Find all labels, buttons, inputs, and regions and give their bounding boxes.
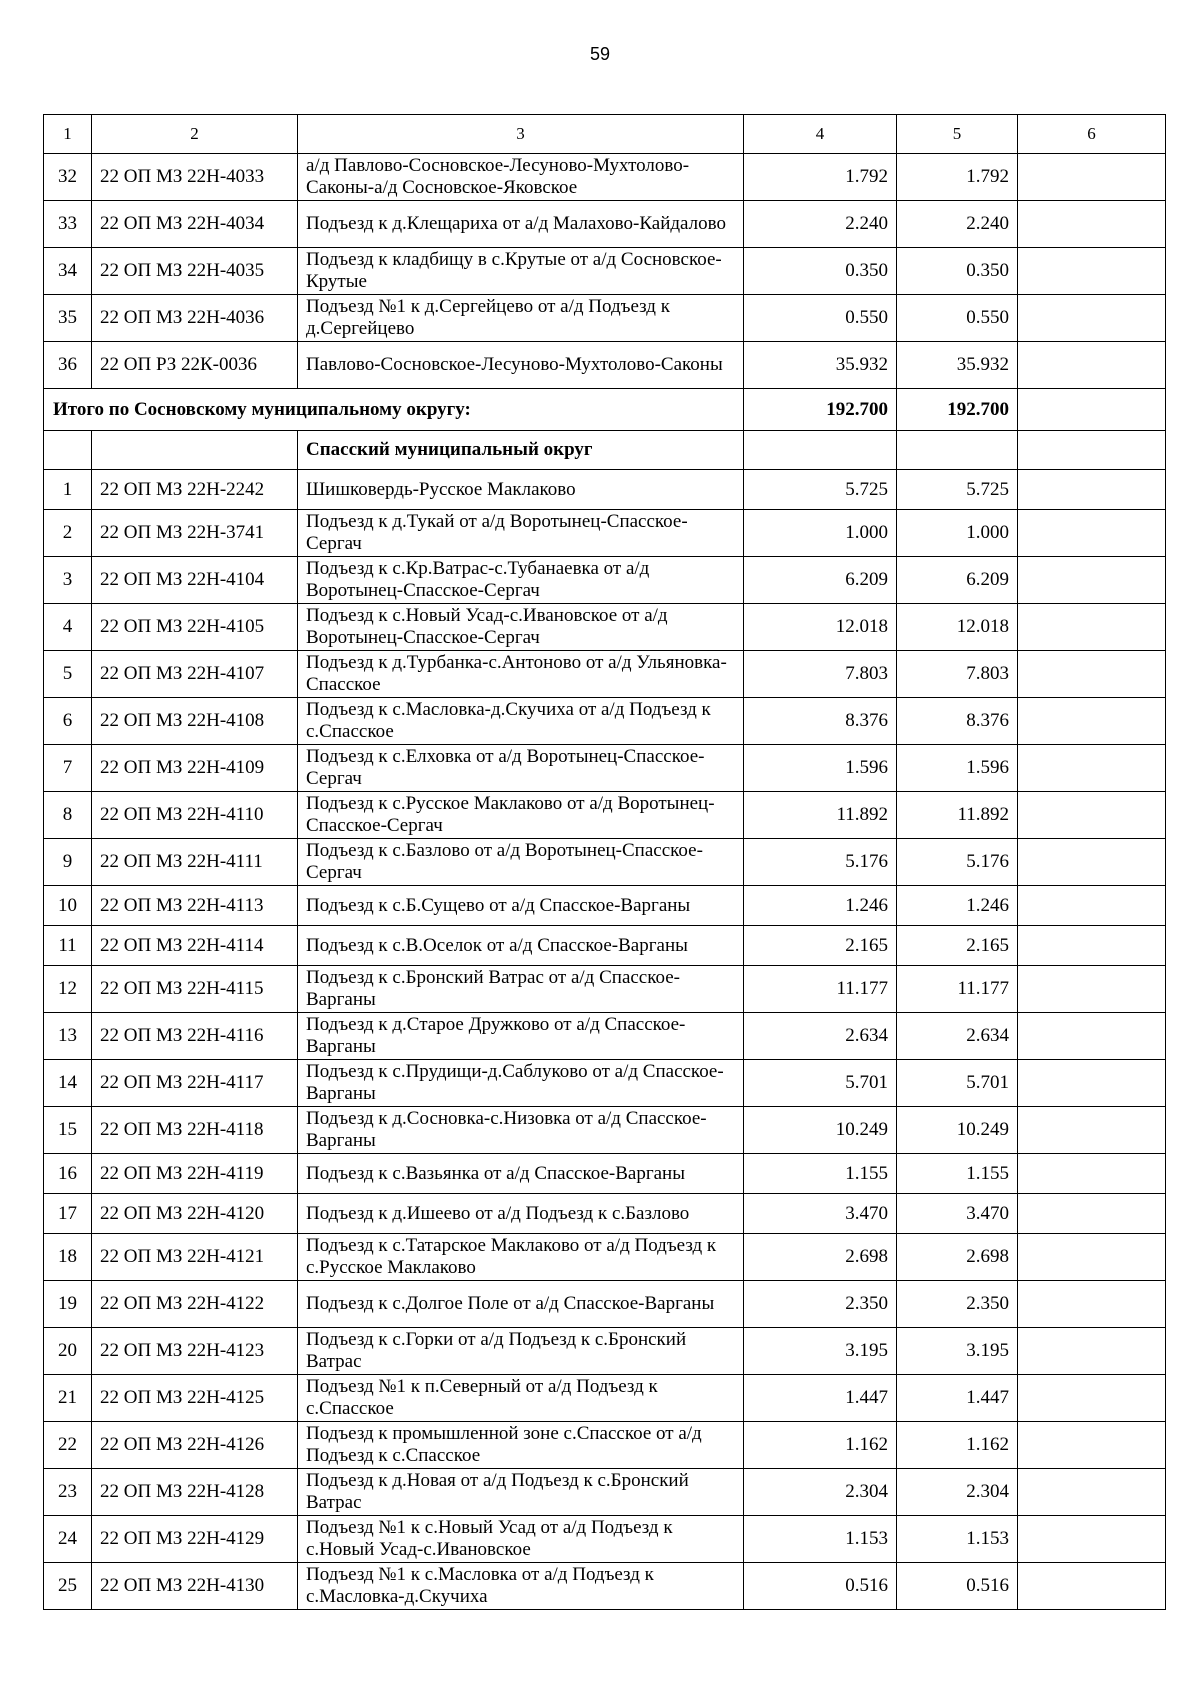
note-cell — [1018, 201, 1166, 248]
table-row — [44, 470, 1166, 510]
table-row — [44, 604, 1166, 651]
road-name-cell: Подъезд к с.Б.Сущево от а/д Спасское-Варганы — [298, 886, 744, 926]
road-code-cell: 22 ОП МЗ 22Н-4121 — [92, 1234, 298, 1281]
table-row — [44, 792, 1166, 839]
length-total-cell: 5.725 — [897, 470, 1018, 510]
row-number-cell: 2 — [44, 510, 92, 557]
road-name-cell: Шишковердь-Русское Маклаково — [298, 470, 744, 510]
note-cell — [1018, 1107, 1166, 1154]
table-row — [44, 839, 1166, 886]
section-row — [44, 431, 1166, 470]
road-code-cell: 22 ОП МЗ 22Н-4119 — [92, 1154, 298, 1194]
row-number-cell: 35 — [44, 295, 92, 342]
road-code-cell: 22 ОП МЗ 22Н-4105 — [92, 604, 298, 651]
row-number-cell: 6 — [44, 698, 92, 745]
length-total-cell: 1.162 — [897, 1422, 1018, 1469]
note-cell — [1018, 1060, 1166, 1107]
table-row — [44, 1154, 1166, 1194]
length-cell: 1.000 — [744, 510, 897, 557]
table-row — [44, 201, 1166, 248]
length-total-cell: 0.350 — [897, 248, 1018, 295]
note-cell — [1018, 698, 1166, 745]
note-cell — [1018, 510, 1166, 557]
length-cell: 1.792 — [744, 154, 897, 201]
total-value-5: 192.700 — [897, 389, 1018, 431]
length-total-cell: 3.470 — [897, 1194, 1018, 1234]
note-cell — [1018, 470, 1166, 510]
road-code-cell: 22 ОП МЗ 22Н-4108 — [92, 698, 298, 745]
road-code-cell: 22 ОП МЗ 22Н-4036 — [92, 295, 298, 342]
length-total-cell: 1.596 — [897, 745, 1018, 792]
road-code-cell: 22 ОП МЗ 22Н-4118 — [92, 1107, 298, 1154]
note-cell — [1018, 1234, 1166, 1281]
road-name-cell: Подъезд №1 к п.Северный от а/д Подъезд к с.Спасское — [298, 1375, 744, 1422]
table-row — [44, 886, 1166, 926]
column-header-4: 4 — [744, 115, 897, 154]
table-row — [44, 295, 1166, 342]
length-total-cell: 10.249 — [897, 1107, 1018, 1154]
length-total-cell: 2.350 — [897, 1281, 1018, 1328]
row-number-cell: 15 — [44, 1107, 92, 1154]
row-number-cell: 1 — [44, 470, 92, 510]
table-row — [44, 1107, 1166, 1154]
road-code-cell: 22 ОП МЗ 22Н-4130 — [92, 1563, 298, 1610]
table-row — [44, 1422, 1166, 1469]
road-name-cell: Подъезд к промышленной зоне с.Спасское от а/д Подъезд к с.Спасское — [298, 1422, 744, 1469]
length-total-cell: 3.195 — [897, 1328, 1018, 1375]
table-row — [44, 1328, 1166, 1375]
length-total-cell: 6.209 — [897, 557, 1018, 604]
row-number-cell: 16 — [44, 1154, 92, 1194]
length-cell: 5.725 — [744, 470, 897, 510]
table-row — [44, 1281, 1166, 1328]
road-name-cell: Подъезд к кладбищу в с.Крутые от а/д Сосновское-Крутые — [298, 248, 744, 295]
note-cell — [1018, 1328, 1166, 1375]
section-empty-cell — [1018, 431, 1166, 470]
road-name-cell: Павлово-Сосновское-Лесуново-Мухтолово-Саконы — [298, 342, 744, 389]
road-name-cell: Подъезд №1 к с.Новый Усад от а/д Подъезд к с.Новый Усад-с.Ивановское — [298, 1516, 744, 1563]
note-cell — [1018, 248, 1166, 295]
table-row — [44, 557, 1166, 604]
row-number-cell: 14 — [44, 1060, 92, 1107]
note-cell — [1018, 1563, 1166, 1610]
table-row — [44, 1516, 1166, 1563]
column-header-6: 6 — [1018, 115, 1166, 154]
note-cell — [1018, 926, 1166, 966]
length-cell: 10.249 — [744, 1107, 897, 1154]
road-name-cell: Подъезд к с.Долгое Поле от а/д Спасское-Варганы — [298, 1281, 744, 1328]
section-empty-cell — [744, 431, 897, 470]
roads-table — [43, 114, 1166, 1610]
section-empty-cell — [92, 431, 298, 470]
length-cell: 0.516 — [744, 1563, 897, 1610]
road-code-cell: 22 ОП МЗ 22Н-4107 — [92, 651, 298, 698]
length-total-cell: 12.018 — [897, 604, 1018, 651]
table-row — [44, 698, 1166, 745]
length-total-cell: 2.304 — [897, 1469, 1018, 1516]
length-cell: 5.176 — [744, 839, 897, 886]
road-name-cell: Подъезд к с.В.Оселок от а/д Спасское-Варганы — [298, 926, 744, 966]
road-name-cell: Подъезд к с.Масловка-д.Скучиха от а/д Подъезд к с.Спасское — [298, 698, 744, 745]
road-code-cell: 22 ОП МЗ 22Н-4123 — [92, 1328, 298, 1375]
length-total-cell: 1.447 — [897, 1375, 1018, 1422]
note-cell — [1018, 1422, 1166, 1469]
column-header-1: 1 — [44, 115, 92, 154]
sosnovsky-total — [44, 389, 1166, 470]
row-number-cell: 7 — [44, 745, 92, 792]
length-cell: 11.177 — [744, 966, 897, 1013]
road-code-cell: 22 ОП МЗ 22Н-4126 — [92, 1422, 298, 1469]
table-row — [44, 1013, 1166, 1060]
note-cell — [1018, 342, 1166, 389]
table-row — [44, 1194, 1166, 1234]
length-total-cell: 2.165 — [897, 926, 1018, 966]
page-number: 59 — [589, 44, 611, 64]
road-name-cell: Подъезд к д.Старое Дружково от а/д Спасское-Варганы — [298, 1013, 744, 1060]
length-cell: 5.701 — [744, 1060, 897, 1107]
length-total-cell: 7.803 — [897, 651, 1018, 698]
row-number-cell: 10 — [44, 886, 92, 926]
road-name-cell: Подъезд к с.Татарское Маклаково от а/д Подъезд к с.Русское Маклаково — [298, 1234, 744, 1281]
note-cell — [1018, 745, 1166, 792]
column-header-3: 3 — [298, 115, 744, 154]
road-name-cell: Подъезд к с.Горки от а/д Подъезд к с.Бронский Ватрас — [298, 1328, 744, 1375]
road-code-cell: 22 ОП МЗ 22Н-3741 — [92, 510, 298, 557]
sosnovsky-rows — [44, 154, 1166, 389]
section-empty-cell — [897, 431, 1018, 470]
row-number-cell: 23 — [44, 1469, 92, 1516]
length-cell: 1.447 — [744, 1375, 897, 1422]
length-cell: 2.350 — [744, 1281, 897, 1328]
length-cell: 7.803 — [744, 651, 897, 698]
road-name-cell: Подъезд к с.Базлово от а/д Воротынец-Спасское-Сергач — [298, 839, 744, 886]
length-cell: 2.304 — [744, 1469, 897, 1516]
road-name-cell: Подъезд к д.Турбанка-с.Антоново от а/д Ульяновка-Спасское — [298, 651, 744, 698]
road-code-cell: 22 ОП РЗ 22К-0036 — [92, 342, 298, 389]
length-cell: 12.018 — [744, 604, 897, 651]
road-name-cell: Подъезд №1 к д.Сергейцево от а/д Подъезд к д.Сергейцево — [298, 295, 744, 342]
road-name-cell: Подъезд к с.Вазьянка от а/д Спасское-Варганы — [298, 1154, 744, 1194]
section-title: Спасский муниципальный округ — [298, 431, 744, 470]
length-cell: 0.550 — [744, 295, 897, 342]
table-row — [44, 1375, 1166, 1422]
road-code-cell: 22 ОП МЗ 22Н-4110 — [92, 792, 298, 839]
road-name-cell: Подъезд к с.Новый Усад-с.Ивановское от а/д Воротынец-Спасское-Сергач — [298, 604, 744, 651]
row-number-cell: 33 — [44, 201, 92, 248]
row-number-cell: 34 — [44, 248, 92, 295]
table-row — [44, 342, 1166, 389]
length-total-cell: 1.153 — [897, 1516, 1018, 1563]
road-name-cell: Подъезд к с.Елховка от а/д Воротынец-Спасское-Сергач — [298, 745, 744, 792]
total-row — [44, 389, 1166, 431]
table-row — [44, 510, 1166, 557]
note-cell — [1018, 792, 1166, 839]
note-cell — [1018, 1013, 1166, 1060]
road-code-cell: 22 ОП МЗ 22Н-4128 — [92, 1469, 298, 1516]
road-code-cell: 22 ОП МЗ 22Н-4033 — [92, 154, 298, 201]
column-header-2: 2 — [92, 115, 298, 154]
length-cell: 11.892 — [744, 792, 897, 839]
length-cell: 1.155 — [744, 1154, 897, 1194]
road-code-cell: 22 ОП МЗ 22Н-2242 — [92, 470, 298, 510]
table-row — [44, 1563, 1166, 1610]
table-row — [44, 1469, 1166, 1516]
road-name-cell: Подъезд к с.Прудищи-д.Саблуково от а/д Спасское-Варганы — [298, 1060, 744, 1107]
length-total-cell: 1.155 — [897, 1154, 1018, 1194]
row-number-cell: 12 — [44, 966, 92, 1013]
note-cell — [1018, 604, 1166, 651]
length-total-cell: 2.634 — [897, 1013, 1018, 1060]
row-number-cell: 4 — [44, 604, 92, 651]
row-number-cell: 25 — [44, 1563, 92, 1610]
row-number-cell: 13 — [44, 1013, 92, 1060]
row-number-cell: 11 — [44, 926, 92, 966]
section-empty-cell — [44, 431, 92, 470]
length-total-cell: 1.246 — [897, 886, 1018, 926]
row-number-cell: 22 — [44, 1422, 92, 1469]
length-cell: 1.162 — [744, 1422, 897, 1469]
length-total-cell: 5.176 — [897, 839, 1018, 886]
row-number-cell: 20 — [44, 1328, 92, 1375]
length-cell: 3.470 — [744, 1194, 897, 1234]
table-row — [44, 1234, 1166, 1281]
road-name-cell: Подъезд к д.Сосновка-с.Низовка от а/д Спасское-Варганы — [298, 1107, 744, 1154]
length-cell: 2.165 — [744, 926, 897, 966]
table-row — [44, 745, 1166, 792]
road-name-cell: а/д Павлово-Сосновское-Лесуново-Мухтолово-Саконы-а/д Сосновское-Яковское — [298, 154, 744, 201]
row-number-cell: 36 — [44, 342, 92, 389]
length-total-cell: 0.516 — [897, 1563, 1018, 1610]
length-cell: 2.698 — [744, 1234, 897, 1281]
length-total-cell: 1.792 — [897, 154, 1018, 201]
table-row — [44, 966, 1166, 1013]
road-code-cell: 22 ОП МЗ 22Н-4114 — [92, 926, 298, 966]
road-name-cell: Подъезд к с.Бронский Ватрас от а/д Спасское-Варганы — [298, 966, 744, 1013]
length-total-cell: 2.698 — [897, 1234, 1018, 1281]
length-total-cell: 5.701 — [897, 1060, 1018, 1107]
road-code-cell: 22 ОП МЗ 22Н-4111 — [92, 839, 298, 886]
note-cell — [1018, 154, 1166, 201]
note-cell — [1018, 1194, 1166, 1234]
road-name-cell: Подъезд к с.Русское Маклаково от а/д Воротынец-Спасское-Сергач — [298, 792, 744, 839]
row-number-cell: 24 — [44, 1516, 92, 1563]
table-row — [44, 926, 1166, 966]
row-number-cell: 19 — [44, 1281, 92, 1328]
total-label: Итого по Сосновскому муниципальному округу: — [44, 389, 744, 431]
road-code-cell: 22 ОП МЗ 22Н-4113 — [92, 886, 298, 926]
road-code-cell: 22 ОП МЗ 22Н-4117 — [92, 1060, 298, 1107]
length-total-cell: 11.177 — [897, 966, 1018, 1013]
length-cell: 8.376 — [744, 698, 897, 745]
road-code-cell: 22 ОП МЗ 22Н-4122 — [92, 1281, 298, 1328]
note-cell — [1018, 886, 1166, 926]
length-total-cell: 0.550 — [897, 295, 1018, 342]
road-code-cell: 22 ОП МЗ 22Н-4129 — [92, 1516, 298, 1563]
table-row — [44, 248, 1166, 295]
note-cell — [1018, 966, 1166, 1013]
total-value-4: 192.700 — [744, 389, 897, 431]
note-cell — [1018, 1469, 1166, 1516]
note-cell — [1018, 295, 1166, 342]
road-code-cell: 22 ОП МЗ 22Н-4035 — [92, 248, 298, 295]
row-number-cell: 17 — [44, 1194, 92, 1234]
road-code-cell: 22 ОП МЗ 22Н-4104 — [92, 557, 298, 604]
length-cell: 1.246 — [744, 886, 897, 926]
row-number-cell: 3 — [44, 557, 92, 604]
note-cell — [1018, 1154, 1166, 1194]
road-name-cell: Подъезд к д.Клещариха от а/д Малахово-Кайдалово — [298, 201, 744, 248]
road-name-cell: Подъезд к с.Кр.Ватрас-с.Тубанаевка от а/д Воротынец-Спасское-Сергач — [298, 557, 744, 604]
table-row — [44, 651, 1166, 698]
length-total-cell: 2.240 — [897, 201, 1018, 248]
row-number-cell: 18 — [44, 1234, 92, 1281]
road-code-cell: 22 ОП МЗ 22Н-4109 — [92, 745, 298, 792]
length-cell: 0.350 — [744, 248, 897, 295]
table-row — [44, 154, 1166, 201]
road-code-cell: 22 ОП МЗ 22Н-4115 — [92, 966, 298, 1013]
column-number-row — [44, 115, 1166, 154]
row-number-cell: 21 — [44, 1375, 92, 1422]
road-code-cell: 22 ОП МЗ 22Н-4034 — [92, 201, 298, 248]
road-code-cell: 22 ОП МЗ 22Н-4125 — [92, 1375, 298, 1422]
note-cell — [1018, 651, 1166, 698]
length-cell: 1.153 — [744, 1516, 897, 1563]
spassky-rows — [44, 470, 1166, 1610]
length-cell: 6.209 — [744, 557, 897, 604]
row-number-cell: 8 — [44, 792, 92, 839]
row-number-cell: 32 — [44, 154, 92, 201]
table-row — [44, 1060, 1166, 1107]
length-total-cell: 11.892 — [897, 792, 1018, 839]
length-cell: 1.596 — [744, 745, 897, 792]
length-cell: 35.932 — [744, 342, 897, 389]
road-name-cell: Подъезд к д.Ишеево от а/д Подъезд к с.Базлово — [298, 1194, 744, 1234]
road-code-cell: 22 ОП МЗ 22Н-4120 — [92, 1194, 298, 1234]
note-cell — [1018, 557, 1166, 604]
note-cell — [1018, 839, 1166, 886]
road-name-cell: Подъезд к д.Тукай от а/д Воротынец-Спасское-Сергач — [298, 510, 744, 557]
note-cell — [1018, 1281, 1166, 1328]
length-total-cell: 8.376 — [897, 698, 1018, 745]
row-number-cell: 9 — [44, 839, 92, 886]
road-name-cell: Подъезд к д.Новая от а/д Подъезд к с.Бронский Ватрас — [298, 1469, 744, 1516]
column-header-5: 5 — [897, 115, 1018, 154]
length-cell: 3.195 — [744, 1328, 897, 1375]
road-code-cell: 22 ОП МЗ 22Н-4116 — [92, 1013, 298, 1060]
total-value-6 — [1018, 389, 1166, 431]
length-total-cell: 1.000 — [897, 510, 1018, 557]
length-cell: 2.240 — [744, 201, 897, 248]
row-number-cell: 5 — [44, 651, 92, 698]
note-cell — [1018, 1375, 1166, 1422]
length-cell: 2.634 — [744, 1013, 897, 1060]
length-total-cell: 35.932 — [897, 342, 1018, 389]
note-cell — [1018, 1516, 1166, 1563]
road-name-cell: Подъезд №1 к с.Масловка от а/д Подъезд к с.Масловка-д.Скучиха — [298, 1563, 744, 1610]
